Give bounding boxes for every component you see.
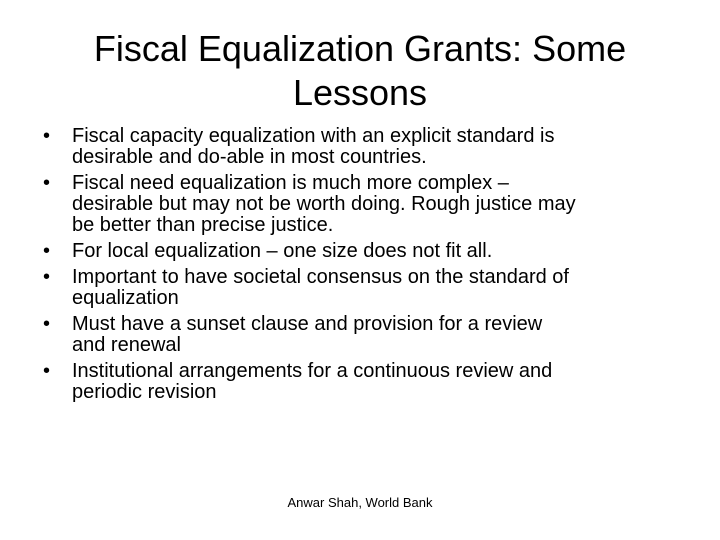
bullet-item-5 xyxy=(0,314,720,356)
slide-title-line-2: Lessons xyxy=(292,72,428,113)
bullet-item-2 xyxy=(0,173,720,236)
slide-footer xyxy=(0,495,720,511)
bullet-icon: • xyxy=(43,125,51,147)
bullet-icon: • xyxy=(43,313,51,335)
bullet-text-line: desirable but may not be worth doing. Rough justice may xyxy=(72,193,576,215)
bullet-item-1 xyxy=(0,126,720,168)
bullet-text-line: and renewal xyxy=(72,334,181,356)
bullet-text-line: equalization xyxy=(72,287,179,309)
bullet-icon: • xyxy=(43,360,51,382)
bullet-item-3 xyxy=(0,241,720,262)
bullet-text-line: desirable and do-able in most countries. xyxy=(72,146,427,168)
bullet-text-line: Fiscal capacity equalization with an explicit standard is xyxy=(72,125,555,147)
bullet-text-line: be better than precise justice. xyxy=(72,214,334,236)
footer-text: Anwar Shah, World Bank xyxy=(287,495,433,510)
bullet-text-line: Must have a sunset clause and provision for a review xyxy=(72,313,543,335)
bullet-item-6 xyxy=(0,361,720,403)
bullet-text-line: Important to have societal consensus on the standard of xyxy=(72,266,569,288)
bullet-item-4 xyxy=(0,267,720,309)
slide-title-line-1: Fiscal Equalization Grants: Some xyxy=(93,28,627,69)
bullet-icon: • xyxy=(43,266,51,288)
bullet-icon: • xyxy=(43,172,51,194)
bullet-list xyxy=(0,126,720,408)
bullet-text-line: Institutional arrangements for a continuous review and xyxy=(72,360,553,382)
bullet-text-line: Fiscal need equalization is much more complex – xyxy=(72,172,509,194)
bullet-text-line: periodic revision xyxy=(72,381,217,403)
slide-title xyxy=(0,27,720,115)
bullet-text-line: For local equalization – one size does not fit all. xyxy=(72,240,493,262)
bullet-icon: • xyxy=(43,240,51,262)
